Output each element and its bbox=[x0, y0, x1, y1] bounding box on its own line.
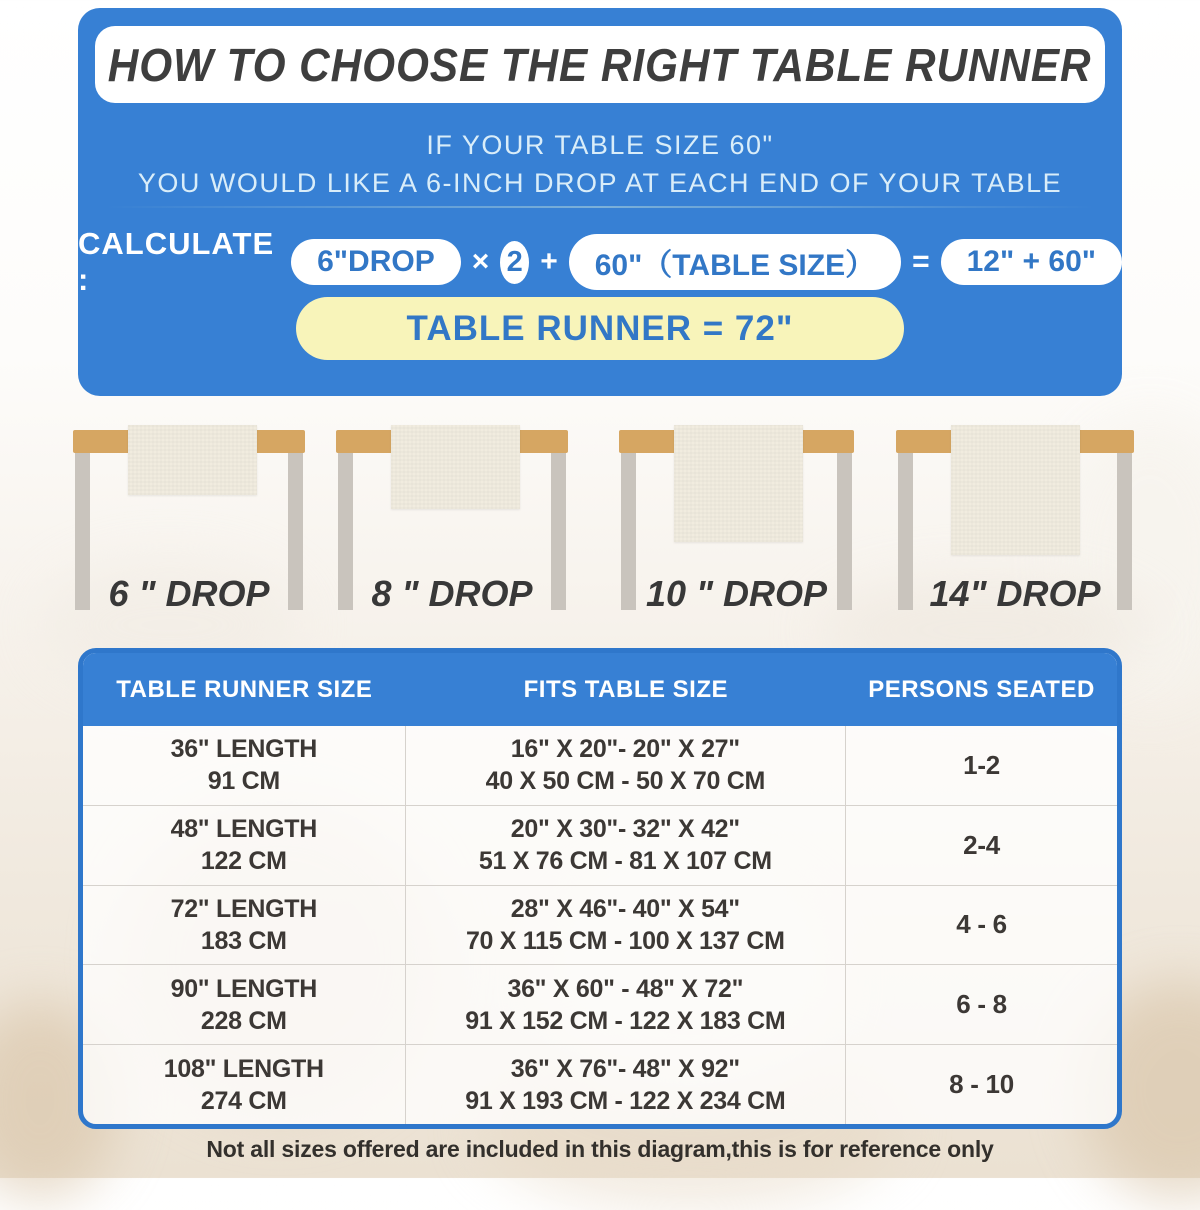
disclaimer-note: Not all sizes offered are included in this diagram,this is for reference only bbox=[206, 1136, 994, 1162]
drop-example-6in bbox=[73, 425, 305, 640]
result-text: TABLE RUNNER = 72" bbox=[406, 308, 794, 348]
drop-label: 6 " DROP bbox=[108, 573, 270, 614]
runner-size-cm: 122 CM bbox=[200, 847, 287, 876]
fits-size-cm: 51 X 76 CM - 81 X 107 CM bbox=[478, 847, 772, 876]
persons-count: 1-2 bbox=[963, 749, 1000, 780]
fits-size-cell bbox=[406, 806, 846, 885]
table-row bbox=[83, 885, 1117, 965]
column-header-persons-seated: PERSONS SEATED bbox=[868, 675, 1095, 703]
table-row bbox=[83, 964, 1117, 1044]
fits-size-cell bbox=[406, 1045, 846, 1124]
column-header-fits-table-size: FITS TABLE SIZE bbox=[523, 675, 729, 703]
runner-size-cell bbox=[83, 806, 406, 885]
multiplier-badge: 2 bbox=[500, 241, 529, 284]
table-size-pill: 60"（TABLE SIZE） bbox=[569, 234, 901, 290]
fits-size-cell bbox=[406, 965, 846, 1044]
fits-size-cm: 70 X 115 CM - 100 X 137 CM bbox=[465, 926, 785, 955]
runner-size-inches: 108" LENGTH bbox=[163, 1054, 324, 1083]
runner-size-inches: 48" LENGTH bbox=[170, 815, 317, 844]
result-pill bbox=[296, 297, 904, 360]
persons-count: 4 - 6 bbox=[956, 909, 1007, 940]
fits-size-cm: 40 X 50 CM - 50 X 70 CM bbox=[485, 767, 765, 796]
size-reference-table bbox=[78, 648, 1122, 1129]
runner-size-cell bbox=[83, 1045, 406, 1124]
column-header-runner-size: TABLE RUNNER SIZE bbox=[116, 675, 373, 703]
intro-panel bbox=[78, 8, 1122, 396]
runner-size-cell bbox=[83, 965, 406, 1044]
fits-size-cm: 91 X 152 CM - 122 X 183 CM bbox=[465, 1006, 786, 1035]
title-banner bbox=[95, 26, 1105, 103]
table-runner bbox=[674, 425, 803, 542]
drop-examples-row bbox=[0, 425, 1200, 640]
fits-size-inches: 16" X 20"- 20" X 27" bbox=[510, 735, 740, 764]
persons-cell bbox=[846, 1045, 1117, 1124]
drop-label: 14" DROP bbox=[929, 573, 1101, 614]
persons-count: 2-4 bbox=[963, 829, 1000, 860]
plus-sign: + bbox=[540, 245, 558, 278]
persons-count: 8 - 10 bbox=[949, 1068, 1014, 1099]
drop-value-pill: 6"DROP bbox=[291, 239, 461, 285]
calculate-label: CALCULATE : bbox=[78, 226, 275, 297]
table-row bbox=[83, 1044, 1117, 1124]
drop-label: 8 " DROP bbox=[371, 573, 533, 614]
fits-size-inches: 20" X 30"- 32" X 42" bbox=[510, 815, 740, 844]
fits-size-cell bbox=[406, 886, 846, 965]
drop-example-10in bbox=[619, 425, 854, 640]
drop-label: 10 " DROP bbox=[645, 573, 828, 614]
subtitle-line-1: IF YOUR TABLE SIZE 60" bbox=[426, 130, 774, 160]
table-runner bbox=[391, 425, 520, 509]
sum-pill: 12" + 60" bbox=[941, 239, 1122, 285]
runner-size-cm: 91 CM bbox=[207, 767, 280, 796]
persons-cell bbox=[846, 726, 1117, 805]
divider-line bbox=[106, 206, 1094, 208]
persons-cell bbox=[846, 886, 1117, 965]
fits-size-inches: 28" X 46"- 40" X 54" bbox=[510, 894, 740, 923]
fits-size-inches: 36" X 76"- 48" X 92" bbox=[510, 1054, 740, 1083]
table-runner bbox=[951, 425, 1080, 555]
persons-cell bbox=[846, 806, 1117, 885]
runner-size-inches: 72" LENGTH bbox=[170, 894, 317, 923]
table-row bbox=[83, 805, 1117, 885]
persons-count: 6 - 8 bbox=[956, 989, 1007, 1020]
runner-size-cm: 274 CM bbox=[200, 1086, 287, 1115]
runner-size-inches: 90" LENGTH bbox=[170, 974, 317, 1003]
table-row bbox=[83, 726, 1117, 805]
table-header-row bbox=[83, 653, 1117, 726]
equals-sign: = bbox=[912, 245, 930, 278]
persons-cell bbox=[846, 965, 1117, 1044]
fits-size-inches: 36" X 60" - 48" X 72" bbox=[507, 974, 744, 1003]
subtitle-line-2: YOU WOULD LIKE A 6-INCH DROP AT EACH END OF YOUR TABLE bbox=[137, 168, 1063, 198]
drop-example-8in bbox=[336, 425, 568, 640]
calculation-formula bbox=[78, 226, 1122, 297]
runner-size-cm: 228 CM bbox=[200, 1006, 287, 1035]
runner-size-cell bbox=[83, 726, 406, 805]
runner-size-cm: 183 CM bbox=[200, 926, 287, 955]
multiply-sign: × bbox=[471, 245, 490, 278]
table-body bbox=[83, 726, 1117, 1124]
fits-size-cm: 91 X 193 CM - 122 X 234 CM bbox=[465, 1086, 786, 1115]
drop-example-14in bbox=[896, 425, 1134, 640]
runner-size-inches: 36" LENGTH bbox=[170, 735, 317, 764]
page-title: HOW TO CHOOSE THE RIGHT TABLE RUNNER bbox=[108, 38, 1092, 91]
table-runner bbox=[128, 425, 257, 495]
fits-size-cell bbox=[406, 726, 846, 805]
runner-size-cell bbox=[83, 886, 406, 965]
